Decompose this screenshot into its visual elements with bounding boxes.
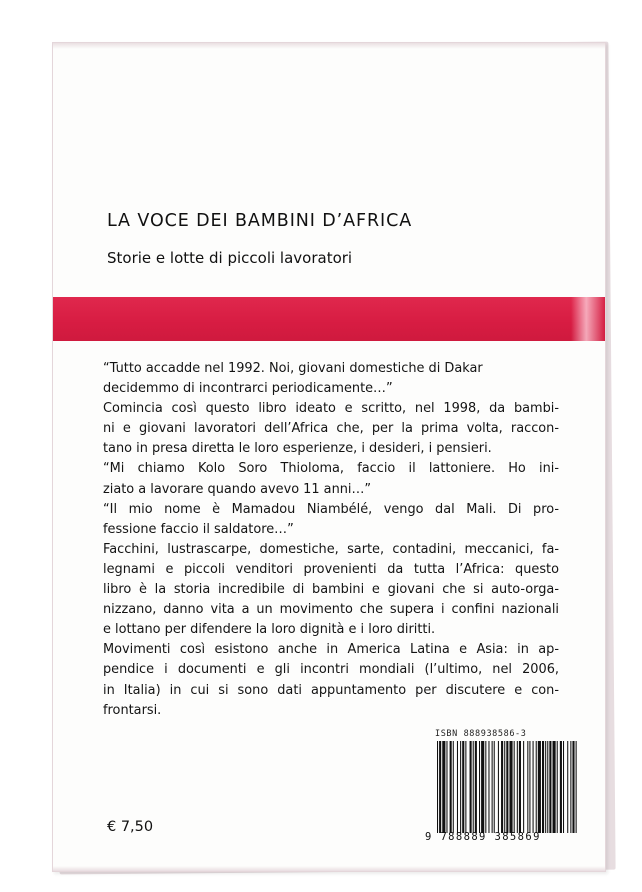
page-edge-bottom (53, 866, 605, 871)
barcode-block (425, 729, 583, 847)
blurb-line: “Il mio nome è Mamadou Niambélé, vengo dal Mali. Di pro- (103, 501, 559, 517)
blurb-line: tano in presa diretta le loro esperienze, i desideri, i pensieri. (103, 441, 492, 457)
blurb-line: pendice i documenti e gli incontri mondiali (l’ultimo, nel 2006, (103, 662, 559, 678)
book-title: LA VOCE DEI BAMBINI D’AFRICA (107, 211, 413, 231)
blurb-line: “Tutto accadde nel 1992. Noi, giovani domestiche di Dakar (103, 361, 483, 376)
blurb-line: ni e giovani lavoratori dell’Africa che, per la prima volta, raccon- (103, 421, 559, 437)
blurb-line: Movimenti così esistono anche in America Latina e Asia: in ap- (103, 642, 559, 658)
blurb-line: Comincia così questo libro ideato e scritto, nel 1998, da bambi- (103, 401, 559, 417)
blurb-text (103, 359, 559, 721)
blurb-line: in Italia) in cui si sono dati appuntamento per discutere e con- (103, 682, 559, 698)
red-band (53, 297, 605, 341)
isbn-label: ISBN 888938586-3 (435, 729, 527, 739)
price-label: € 7,50 (107, 819, 154, 835)
blurb-line: e lottano per difendere la loro dignità e i loro diritti. (103, 622, 436, 638)
page-edge-top (53, 43, 605, 49)
blurb-line: libro è la storia incredibile di bambini e giovani che si auto-orga- (103, 582, 559, 598)
barcode-icon (433, 741, 583, 833)
blurb-line: frontarsi. (103, 702, 162, 718)
blurb-line: fessione faccio il saldatore…” (103, 521, 294, 537)
blurb-line: ziato a lavorare quando avevo 11 anni…” (103, 481, 372, 497)
blurb-line: Facchini, lustrascarpe, domestiche, sarte, contadini, meccanici, fa- (103, 541, 559, 557)
blurb-line: “Mi chiamo Kolo Soro Thioloma, faccio il lattoniere. Ho ini- (103, 461, 559, 477)
blurb-line: nizzano, danno vita a un movimento che supera i confini nazionali (103, 602, 559, 618)
ean-number: 9 788889 385869 (425, 831, 541, 843)
blurb-line: decidemmo di incontrarci periodicamente…” (103, 381, 393, 397)
book-subtitle: Storie e lotte di piccoli lavoratori (107, 249, 353, 267)
book-back-cover (52, 42, 606, 872)
blurb-line: legnami e piccoli venditori provenienti da tutta l’Africa: questo (103, 561, 559, 577)
